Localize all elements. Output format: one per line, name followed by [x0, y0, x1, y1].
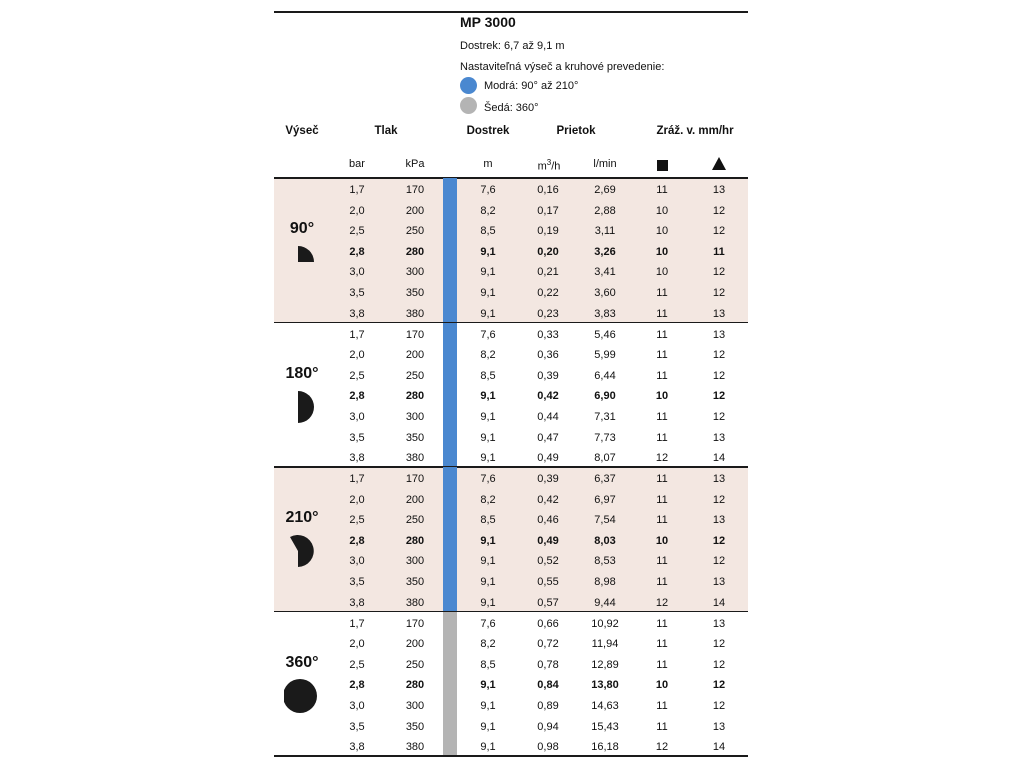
cell-m3h: 0,57	[537, 596, 559, 609]
cell-range: 8,2	[480, 638, 496, 651]
cell-precip-square: 11	[656, 638, 668, 651]
section-rule	[274, 177, 748, 179]
cell-kpa: 300	[405, 266, 425, 279]
cell-m3h: 0,49	[537, 452, 559, 465]
cell-bar: 3,0	[349, 266, 365, 279]
cell-range: 7,6	[480, 184, 496, 196]
cell-lmin: 5,46	[594, 328, 616, 341]
unit-lmin: l/min	[593, 158, 617, 170]
gray-dot-icon	[460, 97, 477, 114]
cell-m3h: 0,17	[537, 204, 559, 217]
cell-kpa: 200	[405, 349, 425, 362]
bottom-rule	[274, 755, 748, 757]
cell-m3h: 0,33	[537, 328, 559, 341]
section-rule	[274, 611, 748, 613]
cell-bar: 3,8	[349, 741, 365, 754]
w210-sector-icon	[284, 533, 320, 569]
cell-bar: 3,0	[349, 555, 365, 568]
cell-m3h: 0,39	[537, 473, 559, 485]
blue-color-bar	[443, 178, 457, 323]
cell-m3h: 0,36	[537, 349, 559, 362]
cell-m3h: 0,78	[537, 658, 559, 671]
cell-m3h: 0,66	[537, 617, 559, 630]
cell-precip-triangle: 12	[712, 225, 726, 238]
cell-precip-square: 11	[656, 184, 668, 196]
cell-range: 7,6	[480, 473, 496, 485]
cell-precip-triangle: 13	[712, 720, 726, 733]
cell-kpa: 380	[405, 596, 425, 609]
square-icon	[657, 160, 668, 171]
cell-kpa: 350	[405, 287, 425, 299]
cell-bar: 1,7	[349, 184, 365, 196]
header-precip: Zráž. v. mm/hr	[656, 125, 734, 137]
cell-bar: 2,8	[349, 245, 365, 258]
cell-precip-square: 11	[656, 287, 668, 299]
cell-bar: 2,0	[349, 493, 365, 506]
cell-range: 7,6	[480, 328, 496, 341]
cell-m3h: 0,16	[537, 184, 559, 196]
cell-kpa: 280	[405, 679, 425, 692]
cell-kpa: 300	[405, 410, 425, 423]
cell-lmin: 7,31	[594, 410, 616, 423]
cell-lmin: 6,37	[594, 473, 616, 485]
cell-range: 8,5	[480, 514, 496, 527]
top-rule	[274, 11, 748, 13]
blue-dot-icon	[460, 77, 477, 94]
cell-bar: 1,7	[349, 617, 365, 630]
cell-bar: 3,5	[349, 720, 365, 733]
cell-bar: 3,5	[349, 431, 365, 444]
cell-range: 8,5	[480, 225, 496, 238]
section-rule	[274, 322, 748, 324]
cell-lmin: 3,83	[594, 307, 616, 320]
cell-bar: 3,8	[349, 596, 365, 609]
cell-kpa: 250	[405, 514, 425, 527]
cell-bar: 2,0	[349, 638, 365, 651]
cell-range: 9,1	[480, 555, 496, 568]
cell-precip-square: 11	[656, 658, 668, 671]
cell-precip-triangle: 12	[712, 349, 726, 362]
cell-bar: 1,7	[349, 328, 365, 341]
cell-lmin: 14,63	[591, 699, 619, 712]
cell-m3h: 0,52	[537, 555, 559, 568]
cell-precip-square: 11	[656, 410, 668, 423]
cell-range: 9,1	[480, 410, 496, 423]
cell-range: 9,1	[480, 287, 496, 299]
cell-m3h: 0,39	[537, 369, 559, 382]
cell-precip-triangle: 14	[712, 741, 726, 754]
cell-m3h: 0,94	[537, 720, 559, 733]
cell-precip-square: 11	[656, 473, 668, 485]
cell-precip-triangle: 12	[712, 679, 726, 692]
cell-precip-triangle: 12	[712, 638, 726, 651]
cell-bar: 2,0	[349, 349, 365, 362]
cell-m3h: 0,42	[537, 390, 559, 403]
cell-kpa: 300	[405, 699, 425, 712]
cell-precip-square: 10	[655, 225, 669, 238]
cell-lmin: 2,88	[594, 204, 616, 217]
cell-precip-triangle: 12	[712, 390, 726, 403]
cell-kpa: 200	[405, 204, 425, 217]
cell-bar: 2,5	[349, 658, 365, 671]
cell-lmin: 6,90	[594, 390, 616, 403]
full-sector-icon	[284, 678, 320, 716]
range-line: Dostrek: 6,7 až 9,1 m	[460, 40, 565, 52]
section-rule	[274, 466, 748, 468]
cell-lmin: 9,44	[594, 596, 616, 609]
cell-kpa: 380	[405, 452, 425, 465]
cell-lmin: 3,11	[594, 225, 616, 238]
cell-lmin: 8,98	[594, 576, 616, 588]
header-sector: Výseč	[285, 125, 319, 137]
cell-range: 9,1	[480, 699, 496, 712]
cell-kpa: 170	[405, 328, 425, 341]
cell-lmin: 3,41	[594, 266, 616, 279]
cell-range: 9,1	[480, 452, 496, 465]
cell-range: 9,1	[480, 741, 496, 754]
cell-precip-square: 10	[655, 266, 669, 279]
cell-range: 8,2	[480, 204, 496, 217]
cell-bar: 3,8	[349, 307, 365, 320]
sector-angle-label: 180°	[285, 364, 319, 382]
cell-precip-triangle: 12	[712, 534, 726, 547]
cell-m3h: 0,22	[537, 287, 559, 299]
cell-kpa: 170	[405, 617, 425, 630]
cell-precip-square: 11	[656, 555, 668, 568]
cell-precip-triangle: 12	[712, 555, 726, 568]
cell-range: 8,2	[480, 493, 496, 506]
cell-lmin: 10,92	[591, 617, 619, 630]
cell-range: 9,1	[480, 307, 496, 320]
cell-lmin: 6,97	[594, 493, 616, 506]
cell-precip-triangle: 13	[712, 184, 726, 196]
cell-kpa: 280	[405, 534, 425, 547]
cell-kpa: 200	[405, 638, 425, 651]
cell-bar: 3,5	[349, 287, 365, 299]
cell-kpa: 170	[405, 184, 425, 196]
cell-lmin: 3,26	[594, 245, 616, 258]
cell-m3h: 0,44	[537, 410, 559, 423]
cell-range: 9,1	[480, 431, 496, 444]
cell-range: 9,1	[480, 390, 496, 403]
cell-precip-triangle: 12	[712, 410, 726, 423]
cell-bar: 3,5	[349, 576, 365, 588]
cell-precip-square: 11	[656, 328, 668, 341]
cell-bar: 2,8	[349, 390, 365, 403]
cell-m3h: 0,21	[537, 266, 559, 279]
cell-kpa: 280	[405, 390, 425, 403]
cell-precip-square: 11	[656, 431, 668, 444]
triangle-icon	[712, 157, 726, 170]
cell-range: 9,1	[480, 534, 496, 547]
cell-range: 9,1	[480, 596, 496, 609]
cell-lmin: 8,03	[594, 534, 616, 547]
cell-m3h: 0,42	[537, 493, 559, 506]
cell-lmin: 8,07	[594, 452, 616, 465]
cell-lmin: 3,60	[594, 287, 616, 299]
cell-precip-square: 12	[655, 741, 669, 754]
cell-lmin: 12,89	[591, 658, 619, 671]
cell-lmin: 5,99	[594, 349, 616, 362]
cell-precip-square: 11	[656, 720, 668, 733]
header-pressure: Tlak	[374, 125, 398, 137]
cell-precip-square: 10	[655, 204, 669, 217]
cell-range: 8,5	[480, 369, 496, 382]
cell-range: 9,1	[480, 245, 496, 258]
unit-m3h: $m^3/h$	[537, 158, 561, 173]
legend-gray-label: Šedá: 360°	[484, 102, 539, 114]
cell-bar: 2,5	[349, 369, 365, 382]
cell-bar: 3,0	[349, 699, 365, 712]
cell-range: 9,1	[480, 576, 496, 588]
cell-bar: 3,0	[349, 410, 365, 423]
cell-lmin: 7,54	[594, 514, 616, 527]
cell-precip-triangle: 12	[712, 287, 726, 299]
unit-kpa: kPa	[405, 158, 425, 170]
cell-m3h: 0,19	[537, 225, 559, 238]
cell-m3h: 0,47	[537, 431, 559, 444]
cell-precip-square: 10	[655, 679, 669, 692]
cell-range: 7,6	[480, 617, 496, 630]
cell-m3h: 0,46	[537, 514, 559, 527]
header-range: Dostrek	[466, 125, 510, 137]
cell-precip-square: 12	[655, 596, 669, 609]
cell-precip-triangle: 12	[712, 369, 726, 382]
cell-kpa: 350	[405, 576, 425, 588]
cell-m3h: 0,89	[537, 699, 559, 712]
cell-bar: 2,8	[349, 679, 365, 692]
cell-range: 9,1	[480, 266, 496, 279]
cell-lmin: 15,43	[591, 720, 619, 733]
cell-bar: 2,0	[349, 204, 365, 217]
cell-precip-triangle: 11	[713, 245, 725, 258]
cell-lmin: 11,94	[591, 638, 619, 651]
cell-precip-square: 11	[656, 617, 668, 630]
cell-range: 9,1	[480, 720, 496, 733]
cell-precip-triangle: 12	[712, 204, 726, 217]
cell-bar: 2,8	[349, 534, 365, 547]
cell-bar: 1,7	[349, 473, 365, 485]
cell-kpa: 200	[405, 493, 425, 506]
cell-kpa: 350	[405, 720, 425, 733]
quarter-sector-icon	[284, 244, 320, 280]
cell-lmin: 13,80	[591, 679, 619, 692]
cell-precip-square: 10	[655, 245, 669, 258]
cell-lmin: 8,53	[594, 555, 616, 568]
cell-kpa: 250	[405, 369, 425, 382]
blue-color-bar	[443, 323, 457, 468]
product-title: MP 3000	[460, 14, 516, 30]
cell-precip-triangle: 12	[712, 493, 726, 506]
cell-precip-triangle: 14	[712, 596, 726, 609]
cell-kpa: 300	[405, 555, 425, 568]
gray-color-bar	[443, 612, 457, 757]
header-flow: Prietok	[556, 125, 596, 137]
cell-kpa: 350	[405, 431, 425, 444]
cell-kpa: 250	[405, 658, 425, 671]
cell-precip-triangle: 12	[712, 699, 726, 712]
cell-precip-triangle: 13	[712, 617, 726, 630]
cell-precip-triangle: 13	[712, 473, 726, 485]
cell-lmin: 2,69	[594, 184, 616, 196]
cell-bar: 3,8	[349, 452, 365, 465]
cell-range: 8,2	[480, 349, 496, 362]
cell-m3h: 0,55	[537, 576, 559, 588]
unit-bar: bar	[349, 158, 365, 170]
half-sector-icon	[284, 389, 320, 425]
cell-precip-square: 11	[656, 576, 668, 588]
unit-m: m	[483, 158, 493, 170]
cell-precip-square: 11	[656, 699, 668, 712]
cell-precip-square: 11	[656, 514, 668, 527]
cell-kpa: 380	[405, 741, 425, 754]
cell-m3h: 0,98	[537, 741, 559, 754]
cell-kpa: 380	[405, 307, 425, 320]
cell-precip-triangle: 13	[712, 576, 726, 588]
cell-lmin: 7,73	[594, 431, 616, 444]
cell-precip-square: 12	[655, 452, 669, 465]
cell-m3h: 0,23	[537, 307, 559, 320]
cell-range: 9,1	[480, 679, 496, 692]
cell-precip-triangle: 13	[712, 328, 726, 341]
cell-precip-square: 11	[656, 493, 668, 506]
cell-lmin: 16,18	[591, 741, 619, 754]
cell-precip-triangle: 12	[712, 658, 726, 671]
sector-angle-label: 90°	[289, 220, 315, 237]
adjustable-line: Nastaviteľná výseč a kruhové prevedenie:	[460, 61, 665, 73]
cell-range: 8,5	[480, 658, 496, 671]
cell-kpa: 170	[405, 473, 425, 485]
cell-bar: 2,5	[349, 514, 365, 527]
cell-kpa: 280	[405, 245, 425, 258]
cell-m3h: 0,84	[537, 679, 559, 692]
cell-bar: 2,5	[349, 225, 365, 238]
cell-precip-square: 10	[655, 390, 669, 403]
cell-precip-square: 11	[656, 307, 668, 320]
blue-color-bar	[443, 467, 457, 612]
cell-m3h: 0,20	[537, 245, 559, 258]
cell-precip-triangle: 13	[712, 307, 726, 320]
cell-kpa: 250	[405, 225, 425, 238]
cell-precip-square: 11	[656, 349, 668, 362]
cell-m3h: 0,49	[537, 534, 559, 547]
cell-precip-triangle: 12	[712, 266, 726, 279]
cell-lmin: 6,44	[594, 369, 616, 382]
cell-precip-triangle: 13	[712, 431, 726, 444]
legend-blue-label: Modrá: 90° až 210°	[484, 80, 579, 92]
cell-m3h: 0,72	[537, 638, 559, 651]
sector-angle-label: 360°	[285, 653, 319, 671]
cell-precip-triangle: 14	[712, 452, 726, 465]
cell-precip-triangle: 13	[712, 514, 726, 527]
cell-precip-square: 10	[655, 534, 669, 547]
cell-precip-square: 11	[656, 369, 668, 382]
sector-angle-label: 210°	[285, 509, 319, 526]
